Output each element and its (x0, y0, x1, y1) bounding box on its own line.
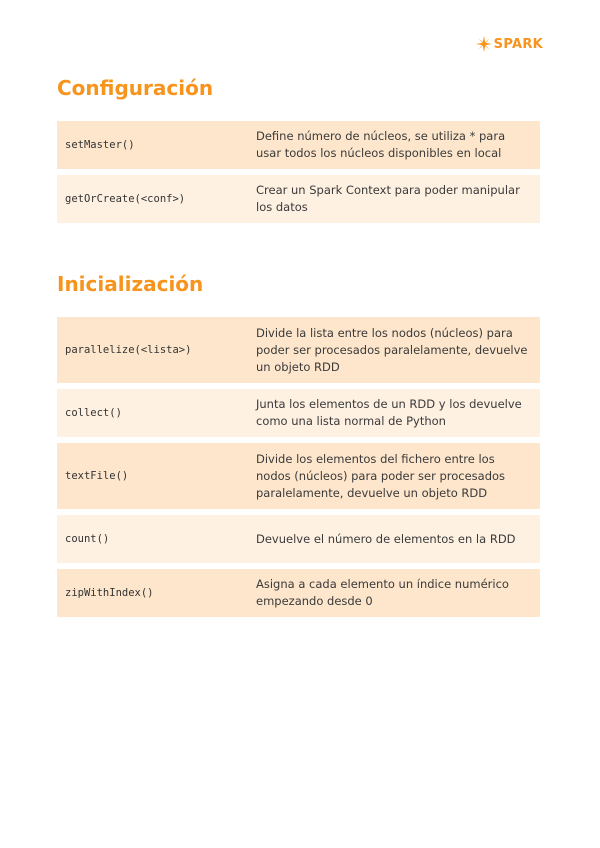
section-title-configuracion: Configuración (57, 76, 214, 100)
method-name: textFile() (65, 470, 129, 482)
table-row (57, 317, 540, 383)
method-description: Junta los elementos de un RDD y los devuelve como una lista normal de Python (256, 397, 522, 428)
table-row (57, 389, 540, 437)
method-description: Crear un Spark Context para poder manipular los datos (256, 183, 520, 214)
inicializacion-table (57, 317, 540, 617)
method-description: Define número de núcleos, se utiliza * para usar todos los núcleos disponibles en local (256, 129, 506, 160)
method-description: Divide los elementos del fichero entre los nodos (núcleos) para poder ser procesados paralelamente, devuelve un objeto RDD (256, 451, 506, 500)
spark-star-icon (476, 36, 492, 52)
table-row (57, 515, 540, 563)
method-description: Asigna a cada elemento un índice numérico empezando desde 0 (256, 577, 509, 608)
method-name: setMaster() (65, 139, 135, 151)
method-description: Devuelve el número de elementos en la RDD (256, 531, 516, 546)
method-name: getOrCreate(<conf>) (65, 193, 186, 205)
method-name: zipWithIndex() (65, 587, 154, 599)
spark-logo (476, 36, 543, 52)
method-name: collect() (65, 407, 122, 419)
table-row (57, 175, 540, 223)
table-row (57, 121, 540, 169)
table-row (57, 569, 540, 617)
table-row (57, 443, 540, 509)
configuracion-table (57, 121, 540, 223)
method-name: parallelize(<lista>) (65, 344, 192, 356)
section-title-inicializacion: Inicialización (57, 272, 204, 296)
method-description: Divide la lista entre los nodos (núcleos) para poder ser procesados paralelamente, devuelve un objeto RDD (256, 325, 528, 374)
brand-name: SPARK (493, 36, 543, 52)
method-name: count() (65, 533, 110, 545)
